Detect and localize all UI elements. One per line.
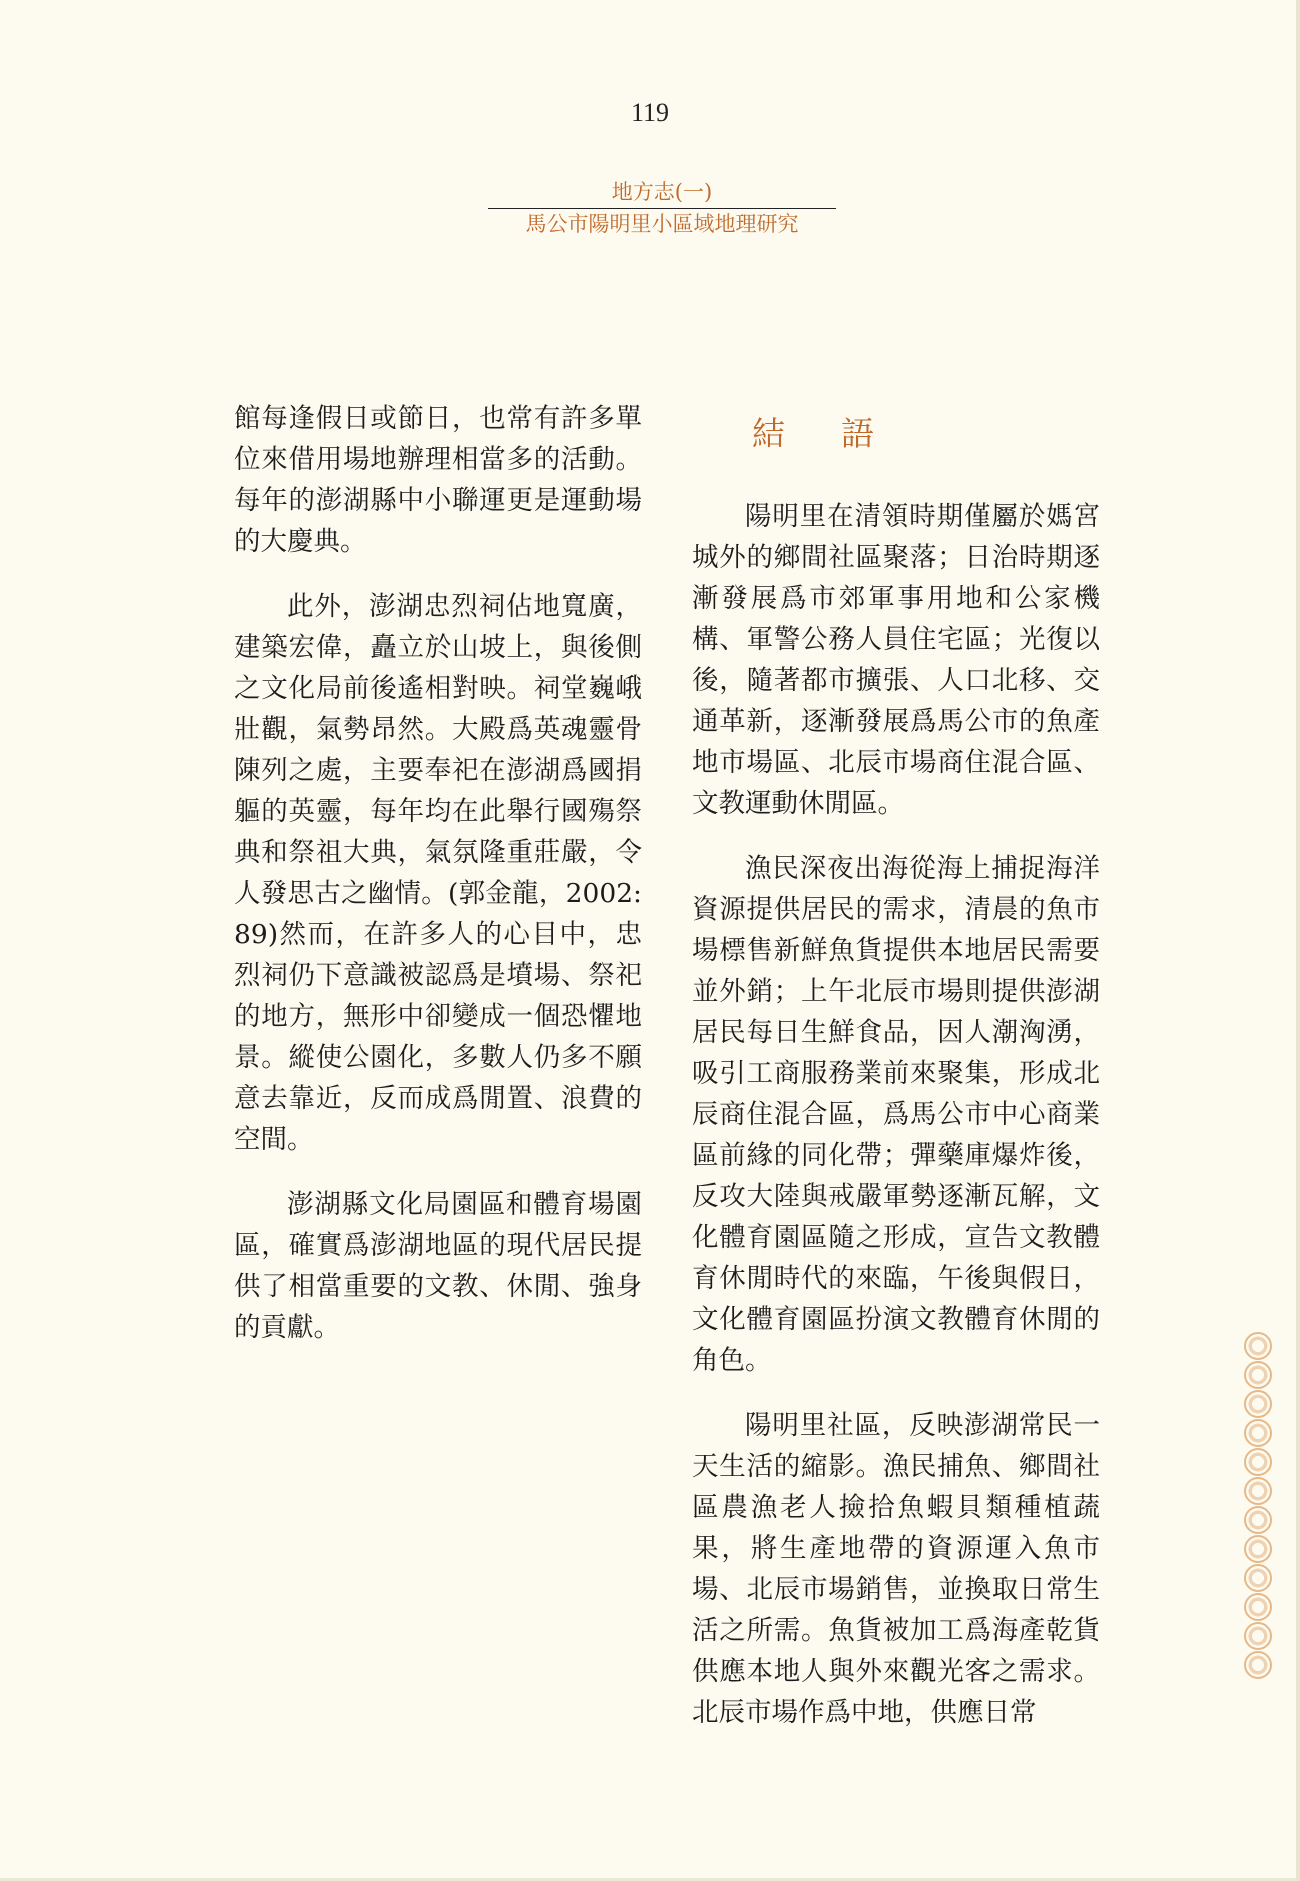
- paragraph-continued: 館每逢假日或節日，也常有許多單位來借用場地辦理相當多的活動。每年的澎湖縣中小聯運更是運動場的大慶典。: [234, 403, 642, 557]
- left-column: [234, 398, 642, 1372]
- running-head-series: 地方志(一): [488, 178, 836, 209]
- paragraph: 此外，澎湖忠烈祠佔地寬廣，建築宏偉，矗立於山坡上，與後側之文化局前後遙相對映。祠堂巍峨壯觀，氣勢昂然。大殿爲英魂靈骨陳列之處，主要奉祀在澎湖爲國捐軀的英靈，每年均在此舉行國殤祭典和祭祖大典，氣氛隆重莊嚴，令人發思古之幽情。(郭金龍，2002:89)然而，在許多人的心目中，忠烈祠仍下意識被認爲是墳場、祭祀的地方，無形中卻變成一個恐懼地景。縱使公園化，多數人仍多不願意去靠近，反而成爲閒置、浪費的空間。: [234, 591, 642, 1155]
- right-column: [692, 410, 1100, 1757]
- ornament-rosette-icon: [1244, 1622, 1272, 1650]
- ornament-rosette-icon: [1244, 1332, 1272, 1360]
- ornament-rosette-icon: [1244, 1651, 1272, 1679]
- ornament-rosette-icon: [1244, 1506, 1272, 1534]
- page-number: 119: [630, 98, 670, 127]
- decorative-ornament-strip: [1238, 1332, 1278, 1680]
- paragraph: 陽明里社區，反映澎湖常民一天生活的縮影。漁民捕魚、鄉間社區農漁老人撿拾魚蝦貝類種植蔬果，將生產地帶的資源運入魚市場、北辰市場銷售，並換取日常生活之所需。魚貨被加工爲海產乾貨供應本地人與外來觀光客之需求。北辰市場作爲中地，供應日常: [692, 1410, 1100, 1728]
- ornament-rosette-icon: [1244, 1535, 1272, 1563]
- ornament-rosette-icon: [1244, 1419, 1272, 1447]
- running-head: [488, 178, 836, 239]
- ornament-rosette-icon: [1244, 1361, 1272, 1389]
- ornament-rosette-icon: [1244, 1448, 1272, 1476]
- ornament-rosette-icon: [1244, 1593, 1272, 1621]
- running-head-title: 馬公市陽明里小區域地理研究: [525, 212, 799, 236]
- section-heading-conclusion: 結語: [752, 414, 930, 453]
- paragraph: 漁民深夜出海從海上捕捉海洋資源提供居民的需求，清晨的魚市場標售新鮮魚貨提供本地居民需要並外銷；上午北辰市場則提供澎湖居民每日生鮮食品，因人潮洶湧，吸引工商服務業前來聚集，形成北辰商住混合區，爲馬公市中心商業區前緣的同化帶；彈藥庫爆炸後，反攻大陸與戒嚴軍勢逐漸瓦解，文化體育園區隨之形成，宣告文教體育休閒時代的來臨，午後與假日，文化體育園區扮演文教體育休閒的角色。: [692, 853, 1100, 1376]
- paragraph: 澎湖縣文化局園區和體育場園區，確實爲澎湖地區的現代居民提供了相當重要的文教、休閒、強身的貢獻。: [234, 1189, 642, 1343]
- paragraph: 陽明里在清領時期僅屬於媽宮城外的鄉間社區聚落；日治時期逐漸發展爲市郊軍事用地和公家機構、軍警公務人員住宅區；光復以後，隨著都市擴張、人口北移、交通革新，逐漸發展爲馬公市的魚產地市場區、北辰市場商住混合區、文教運動休閒區。: [692, 501, 1100, 819]
- ornament-rosette-icon: [1244, 1564, 1272, 1592]
- ornament-rosette-icon: [1244, 1390, 1272, 1418]
- ornament-rosette-icon: [1244, 1477, 1272, 1505]
